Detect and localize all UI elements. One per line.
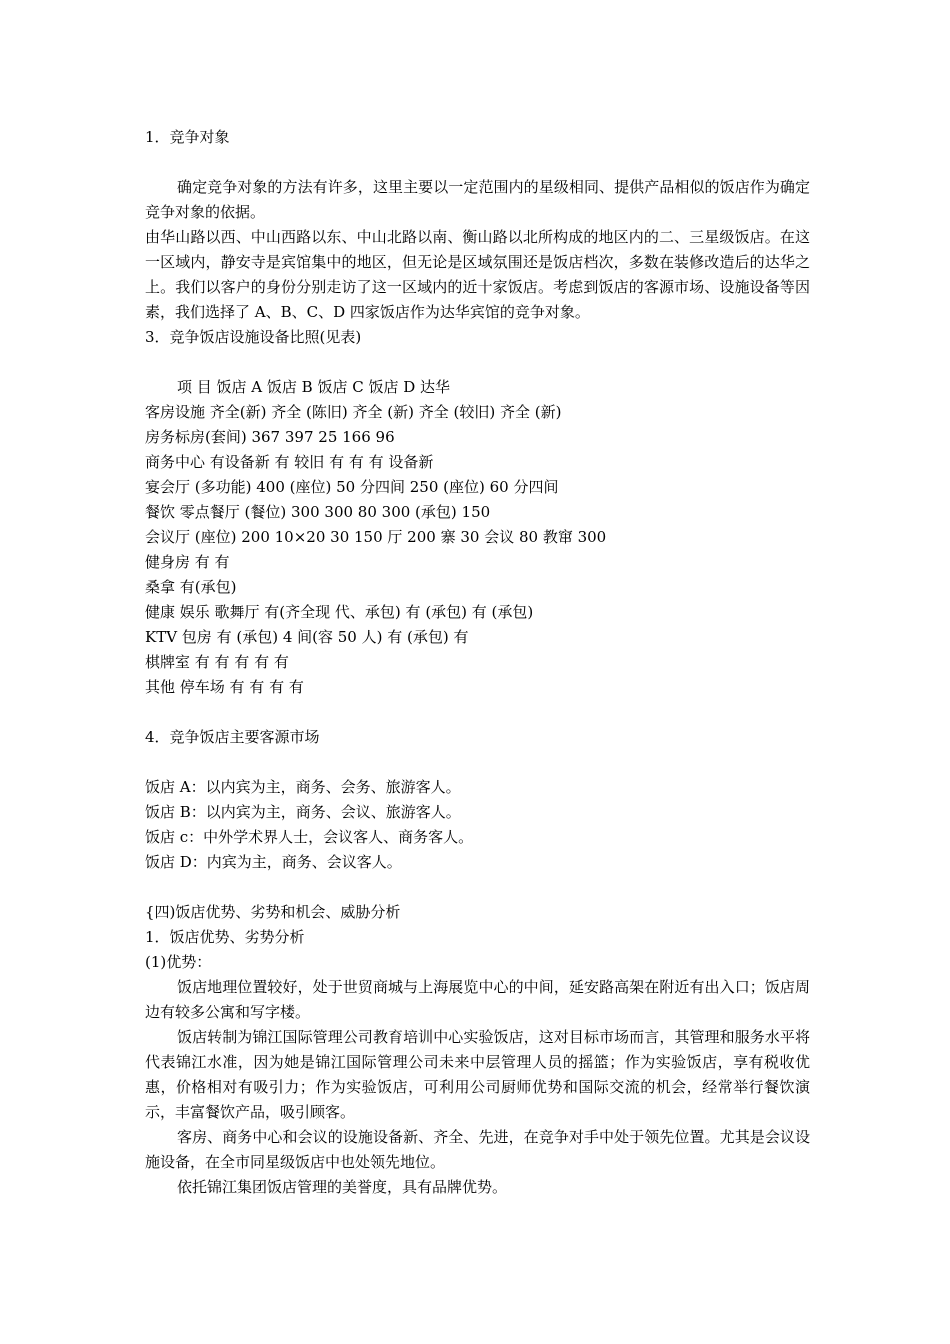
- table-row: 健身房 有 有: [145, 553, 230, 571]
- section-title-customer-markets: 4．竞争饭店主要客源市场: [145, 728, 320, 746]
- facilities-comparison-table: [145, 375, 810, 700]
- paragraph-competitor-criteria: 确定竞争对象的方法有许多，这里主要以一定范围内的星级相同、提供产品相似的饭店作为确定竞争对象的依据。: [145, 178, 810, 221]
- table-row: 会议厅 (座位) 200 10×20 30 150 厅 200 寨 30 会议 80 教窜 300: [145, 528, 607, 546]
- spacer: [145, 150, 810, 175]
- paragraph-training-hotel: 饭店转制为锦江国际管理公司教育培训中心实验饭店，这对目标市场而言，其管理和服务水平将代表锦江水准，因为她是锦江国际管理公司未来中层管理人员的摇篮；作为实验饭店，享有税收优惠，价格相对有吸引力；作为实验饭店，可利用公司厨师优势和国际交流的机会，经常举行餐饮演示，丰富餐饮产品，吸引顾客。: [145, 1028, 810, 1121]
- table-header-row: 项 目 饭店 A 饭店 B 饭店 C 饭店 D 达华: [177, 378, 451, 396]
- table-row: 餐饮 零点餐厅 (餐位) 300 300 80 300 (承包) 150: [145, 503, 491, 521]
- table-row: KTV 包房 有 (承包) 4 间(容 50 人) 有 (承包) 有: [145, 628, 469, 646]
- market-line-hotel-d: 饭店 D：内宾为主，商务、会议客人。: [145, 853, 402, 871]
- market-line-hotel-a: 饭店 A：以内宾为主，商务、会务、旅游客人。: [145, 778, 461, 796]
- section-title-competitors: 1．竞争对象: [145, 128, 230, 146]
- paragraph-location: 饭店地理位置较好，处于世贸商城与上海展览中心的中间，延安路高架在附近有出入口；饭店周边有较多公寓和写字楼。: [145, 978, 810, 1021]
- section-heading-swot: {四)饭店优势、劣势和机会、威胁分析: [145, 903, 401, 921]
- market-line-hotel-b: 饭店 B：以内宾为主，商务、会议、旅游客人。: [145, 803, 461, 821]
- table-row: 商务中心 有设备新 有 较旧 有 有 有 设备新: [145, 453, 434, 471]
- table-row: 健康 娱乐 歌舞厅 有(齐全现 代、承包) 有 (承包) 有 (承包): [145, 603, 534, 621]
- subheading-strengths-weaknesses: 1．饭店优势、劣势分析: [145, 928, 305, 946]
- spacer: [145, 750, 810, 775]
- section-title-facilities: 3．竞争饭店设施设备比照(见表): [145, 328, 362, 346]
- paragraph-brand: 依托锦江集团饭店管理的美誉度，具有品牌优势。: [177, 1178, 508, 1196]
- spacer: [145, 875, 810, 900]
- paragraph-facilities-lead: 客房、商务中心和会议的设施设备新、齐全、先进，在竞争对手中处于领先位置。尤其是会议设施设备，在全市同星级饭店中也处领先地位。: [145, 1128, 810, 1171]
- table-row: 房务标房(套间) 367 397 25 166 96: [145, 428, 395, 446]
- subheading-strengths: (1)优势：: [145, 953, 212, 971]
- document-page: [145, 125, 810, 1200]
- market-line-hotel-c: 饭店 c：中外学术界人士，会议客人、商务客人。: [145, 828, 474, 846]
- paragraph-competitor-area: 由华山路以西、中山西路以东、中山北路以南、衡山路以北所构成的地区内的二、三星级饭店。在这一区域内，静安寺是宾馆集中的地区，但无论是区域氛围还是饭店档次，多数在装修改造后的达华之上。我们以客户的身份分别走访了这一区域内的近十家饭店。考虑到饭店的客源市场、设施设备等因素，我们选择了 A、B、C、D 四家饭店作为达华宾馆的竞争对象。: [145, 228, 810, 321]
- table-row: 其他 停车场 有 有 有 有: [145, 678, 304, 696]
- table-row: 客房设施 齐全(新) 齐全 (陈旧) 齐全 (新) 齐全 (较旧) 齐全 (新): [145, 403, 562, 421]
- table-row: 桑拿 有(承包): [145, 578, 237, 596]
- table-row: 宴会厅 (多功能) 400 (座位) 50 分四间 250 (座位) 60 分四间: [145, 478, 559, 496]
- spacer: [145, 700, 810, 725]
- table-row: 棋牌室 有 有 有 有 有: [145, 653, 289, 671]
- spacer: [145, 350, 810, 375]
